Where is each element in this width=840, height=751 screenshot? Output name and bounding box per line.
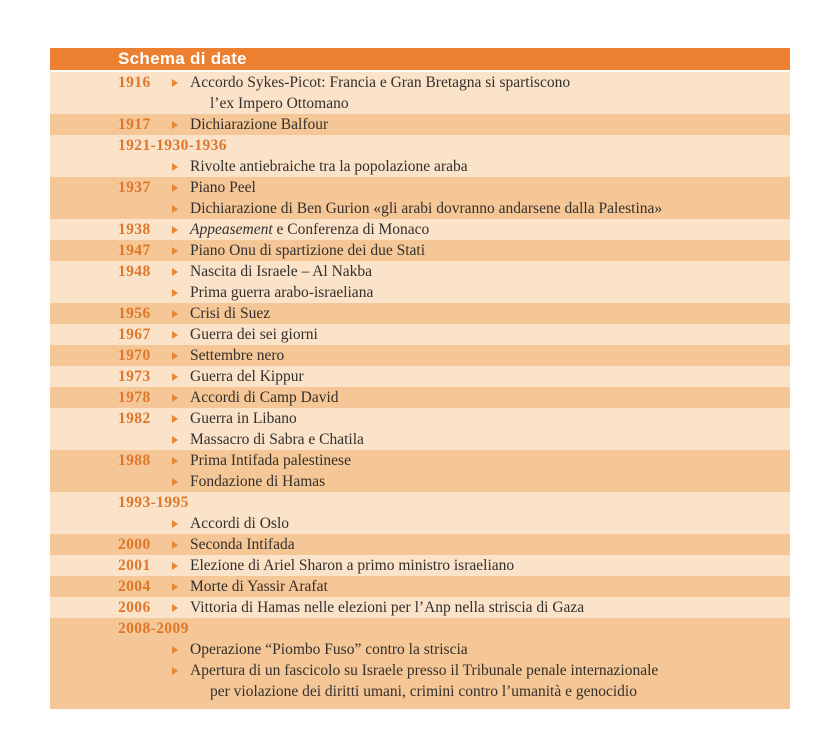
year-range-label: 2008-2009 <box>118 620 189 637</box>
bullet-icon <box>172 345 190 360</box>
event-row <box>50 555 790 576</box>
event-text-line: Dichiarazione Balfour <box>190 116 329 133</box>
event-text <box>190 324 790 345</box>
timeline-entries <box>50 72 790 709</box>
schema-di-date-table <box>50 48 790 709</box>
bullet-icon <box>172 219 190 234</box>
event-row <box>50 303 790 324</box>
bullet-icon <box>172 387 190 402</box>
event-row <box>50 639 790 660</box>
event-text-line: Rivolte antiebraiche tra la popolazione araba <box>190 158 468 175</box>
event-text-line: Guerra in Libano <box>190 410 297 427</box>
event-row <box>50 513 790 534</box>
event-row <box>50 345 790 366</box>
timeline-entry-2001 <box>50 555 790 576</box>
bullet-icon <box>172 408 190 423</box>
year-range-label: 1921-1930-1936 <box>118 137 227 154</box>
bullet-icon <box>172 639 190 654</box>
event-row <box>50 660 790 702</box>
timeline-entry-1916 <box>50 72 790 114</box>
year-label: 2001 <box>118 557 151 574</box>
event-text-line: Morte di Yassir Arafat <box>190 578 328 595</box>
event-row <box>50 240 790 261</box>
event-text <box>190 261 790 282</box>
timeline-entry-1993-1995 <box>50 492 790 534</box>
event-text-line: Prima Intifada palestinese <box>190 452 351 469</box>
event-text <box>190 513 790 534</box>
event-text <box>190 366 790 387</box>
bullet-icon <box>172 450 190 465</box>
bullet-icon <box>172 324 190 339</box>
timeline-entry-1988 <box>50 450 790 492</box>
event-text <box>190 198 790 219</box>
timeline-entry-2008-2009 <box>50 618 790 709</box>
year-label: 1947 <box>118 242 151 259</box>
event-text-line: Dichiarazione di Ben Gurion «gli arabi dovranno andarsene dalla Palestina» <box>190 200 663 217</box>
bullet-icon <box>172 576 190 591</box>
event-row <box>50 219 790 240</box>
event-row <box>50 366 790 387</box>
event-row <box>50 282 790 303</box>
bullet-icon <box>172 534 190 549</box>
event-text-line: Massacro di Sabra e Chatila <box>190 431 364 448</box>
event-text <box>190 660 790 702</box>
event-row <box>50 114 790 135</box>
timeline-entry-1978 <box>50 387 790 408</box>
table-header-bar <box>50 48 790 72</box>
timeline-entry-1967 <box>50 324 790 345</box>
event-text-line: Apertura di un fascicolo su Israele presso il Tribunale penale internazionale <box>190 662 659 679</box>
table-title: Schema di date <box>118 49 247 68</box>
event-text-line: Prima guerra arabo-israeliana <box>190 284 374 301</box>
year-label: 2000 <box>118 536 151 553</box>
event-row <box>50 387 790 408</box>
year-label: 1917 <box>118 116 151 133</box>
event-row <box>50 177 790 198</box>
bullet-icon <box>172 513 190 528</box>
timeline-entry-1921-1930-1936 <box>50 135 790 177</box>
event-text-line: Nascita di Israele – Al Nakba <box>190 263 373 280</box>
event-text-line: Operazione “Piombo Fuso” contro la striscia <box>190 641 468 658</box>
bullet-icon <box>172 177 190 192</box>
event-text <box>190 72 790 114</box>
bullet-icon <box>172 261 190 276</box>
event-text-line: Guerra del Kippur <box>190 368 304 385</box>
event-text-line: Settembre nero <box>190 347 285 364</box>
bullet-icon <box>172 555 190 570</box>
event-text <box>190 282 790 303</box>
event-row <box>50 576 790 597</box>
bullet-icon <box>172 72 190 87</box>
year-range-label: 1993-1995 <box>118 494 189 511</box>
event-text-line: Elezione di Ariel Sharon a primo ministro israeliano <box>190 557 515 574</box>
event-text-line: Piano Onu di spartizione dei due Stati <box>190 242 426 259</box>
event-text-line: Crisi di Suez <box>190 305 271 322</box>
event-text-line: Accordi di Camp David <box>190 389 339 406</box>
event-text <box>190 345 790 366</box>
bullet-icon <box>172 156 190 171</box>
timeline-entry-2004 <box>50 576 790 597</box>
bullet-icon <box>172 303 190 318</box>
event-text-line: Accordo Sykes-Picot: Francia e Gran Bretagna si spartiscono <box>190 74 571 91</box>
bullet-icon <box>172 240 190 255</box>
year-label: 1916 <box>118 74 151 91</box>
year-label: 1938 <box>118 221 151 238</box>
event-text <box>190 156 790 177</box>
event-row <box>50 597 790 618</box>
event-text-line: l’ex Impero Ottomano <box>210 95 349 112</box>
event-text <box>190 177 790 198</box>
event-text <box>190 597 790 618</box>
event-row <box>50 450 790 471</box>
event-text-line: Appeasement e Conferenza di Monaco <box>190 221 430 238</box>
event-row <box>50 471 790 492</box>
event-text <box>190 429 790 450</box>
timeline-entry-1938 <box>50 219 790 240</box>
year-label: 2004 <box>118 578 151 595</box>
bullet-icon <box>172 198 190 213</box>
timeline-entry-1956 <box>50 303 790 324</box>
timeline-entry-1982 <box>50 408 790 450</box>
event-text-line: Vittoria di Hamas nelle elezioni per l’Anp nella striscia di Gaza <box>190 599 585 616</box>
year-label: 1937 <box>118 179 151 196</box>
year-label: 1970 <box>118 347 151 364</box>
event-text <box>190 303 790 324</box>
year-label: 2006 <box>118 599 151 616</box>
event-text <box>190 387 790 408</box>
event-text <box>190 639 790 660</box>
event-text-line: Seconda Intifada <box>190 536 295 553</box>
event-text-line: Fondazione di Hamas <box>190 473 326 490</box>
bullet-icon <box>172 660 190 675</box>
year-label: 1967 <box>118 326 151 343</box>
event-text <box>190 408 790 429</box>
event-text <box>190 450 790 471</box>
year-label: 1956 <box>118 305 151 322</box>
event-text-line: Accordi di Oslo <box>190 515 290 532</box>
event-text <box>190 555 790 576</box>
year-label: 1982 <box>118 410 151 427</box>
event-text-line: Piano Peel <box>190 179 256 196</box>
timeline-entry-1948 <box>50 261 790 303</box>
timeline-entry-1970 <box>50 345 790 366</box>
event-text-line: per violazione dei diritti umani, crimini contro l’umanità e genocidio <box>210 683 637 700</box>
bullet-icon <box>172 597 190 612</box>
bullet-icon <box>172 282 190 297</box>
timeline-entry-1947 <box>50 240 790 261</box>
event-row <box>50 324 790 345</box>
timeline-entry-1973 <box>50 366 790 387</box>
bullet-icon <box>172 114 190 129</box>
year-label: 1948 <box>118 263 151 280</box>
event-text <box>190 240 790 261</box>
timeline-entry-2000 <box>50 534 790 555</box>
timeline-entry-1917 <box>50 114 790 135</box>
event-row <box>50 198 790 219</box>
bullet-icon <box>172 471 190 486</box>
event-text-line: Guerra dei sei giorni <box>190 326 318 343</box>
event-text <box>190 219 790 240</box>
year-label: 1973 <box>118 368 151 385</box>
event-row <box>50 72 790 114</box>
event-text <box>190 576 790 597</box>
event-row <box>50 261 790 282</box>
event-text <box>190 471 790 492</box>
event-row <box>50 408 790 429</box>
timeline-entry-1937 <box>50 177 790 219</box>
event-row <box>50 534 790 555</box>
bullet-icon <box>172 429 190 444</box>
year-label: 1978 <box>118 389 151 406</box>
event-row <box>50 429 790 450</box>
event-row <box>50 156 790 177</box>
bullet-icon <box>172 366 190 381</box>
year-label: 1988 <box>118 452 151 469</box>
event-text <box>190 114 790 135</box>
event-text <box>190 534 790 555</box>
timeline-entry-2006 <box>50 597 790 618</box>
